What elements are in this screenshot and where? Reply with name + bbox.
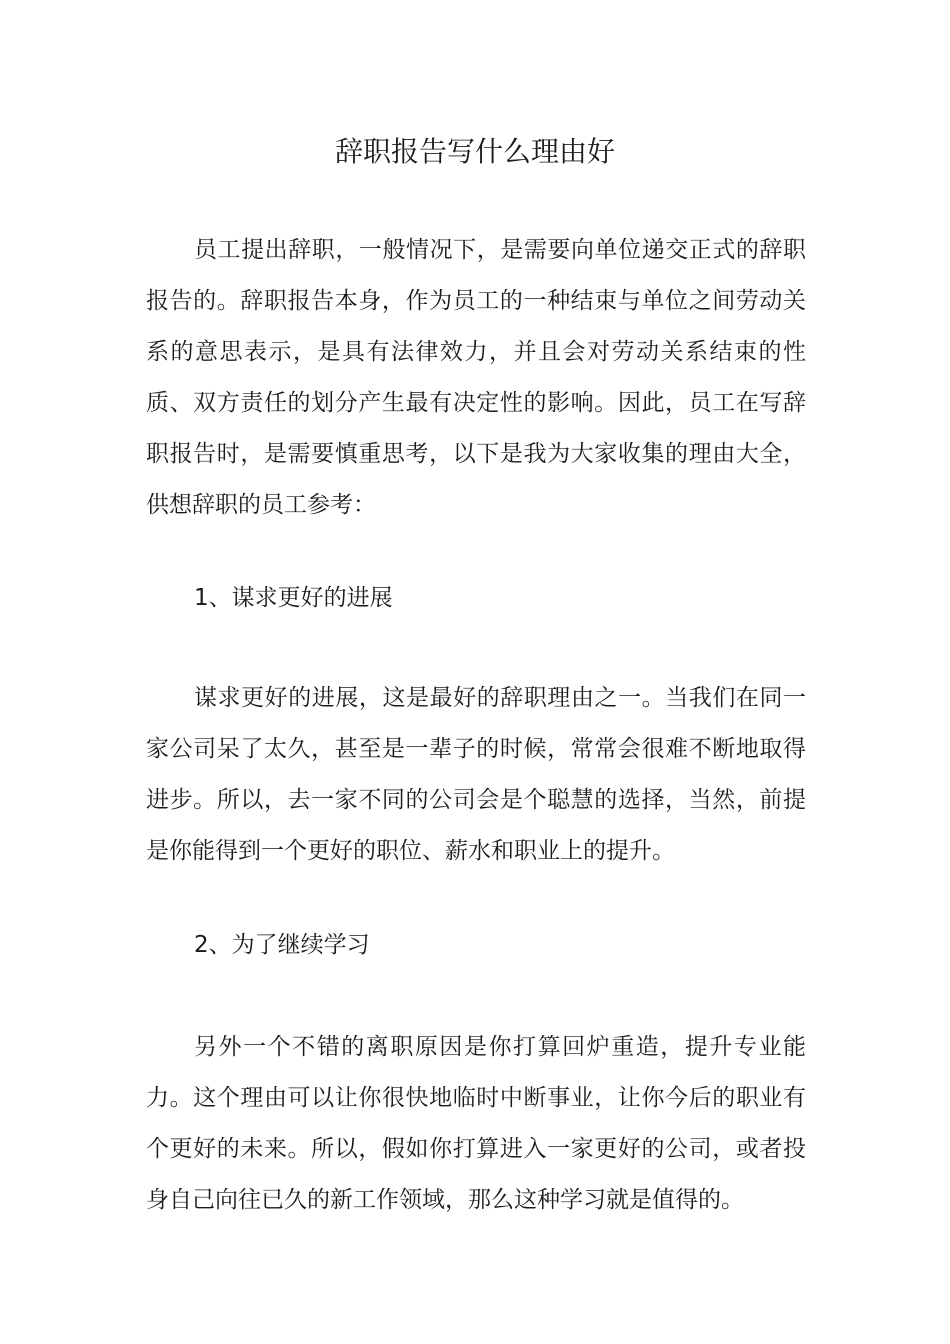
section-heading-1: 1、谋求更好的进展 [194,585,393,611]
page-title: 辞职报告写什么理由好 [334,135,615,168]
section-2-paragraph: 另外一个不错的离职原因是你打算回炉重造，提升专业能力。这个理由可以让你很快地临时中断事业，让你今后的职业有个更好的未来。所以，假如你打算进入一家更好的公司，或者投身自己向往已久的新工作领域，那么这种学习就是值得的。 [146,1034,806,1213]
intro-paragraph: 员工提出辞职，一般情况下，是需要向单位递交正式的辞职报告的。辞职报告本身，作为员工的一种结束与单位之间劳动关系的意思表示，是具有法律效力，并且会对劳动关系结束的性质、双方责任的划分产生最有决定性的影响。因此，员工在写辞职报告时，是需要慎重思考，以下是我为大家收集的理由大全，供想辞职的员工参考： [146,237,806,518]
section-1-paragraph: 谋求更好的进展，这是最好的辞职理由之一。当我们在同一家公司呆了太久，甚至是一辈子的时候，常常会很难不断地取得进步。所以，去一家不同的公司会是个聪慧的选择，当然，前提是你能得到一个更好的职位、薪水和职业上的提升。 [146,685,806,864]
section-heading-2: 2、为了继续学习 [194,932,370,958]
